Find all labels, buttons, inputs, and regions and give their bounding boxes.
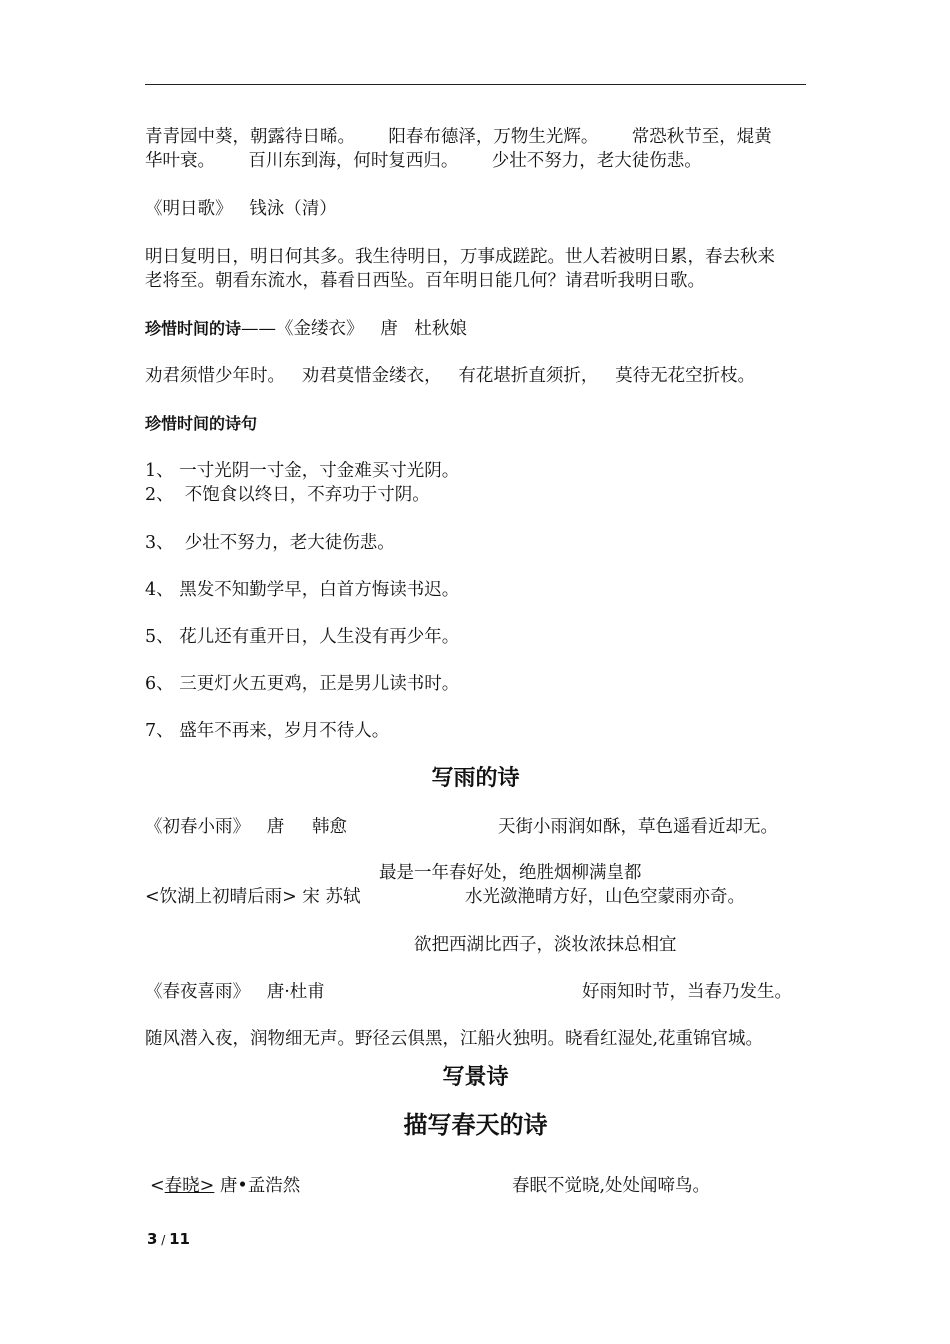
poem-line: 劝君须惜少年时。 劝君莫惜金缕衣， 有花堪折直须折， 莫待无花空折枝。 bbox=[145, 366, 756, 386]
poem-title: 《明日歌》 钱泳（清） bbox=[145, 199, 337, 219]
poem-line: 天街小雨润如酥，草色遥看近却无。 bbox=[498, 817, 778, 837]
poem-title bbox=[150, 1174, 300, 1198]
page-indicator bbox=[147, 1230, 190, 1248]
list-item: 7、 盛年不再来，岁月不待人。 bbox=[145, 721, 390, 741]
list-item: 4、 黑发不知勤学早，白首方悔读书迟。 bbox=[145, 580, 460, 600]
poem-title: <饮湖上初晴后雨> 宋 苏轼 bbox=[145, 887, 361, 907]
section-heading: 写雨的诗 bbox=[431, 766, 520, 791]
poem-line: 好雨知时节，当春乃发生。 bbox=[582, 982, 792, 1002]
poem-line: 最是一年春好处，绝胜烟柳满皇都 bbox=[379, 863, 642, 883]
poem-line: 欲把西湖比西子，淡妆浓抹总相宜 bbox=[414, 935, 677, 955]
poem-line: 随风潜入夜，润物细无声。野径云俱黑，江船火独明。晓看红湿处,花重锦官城。 bbox=[145, 1029, 764, 1049]
poem-line: 春眠不觉晓,处处闻啼鸟。 bbox=[512, 1176, 711, 1196]
section-title bbox=[145, 317, 467, 341]
poem-title-link: 春晓> bbox=[164, 1176, 215, 1196]
page-separator: / bbox=[157, 1233, 170, 1247]
section-heading: 描写春天的诗 bbox=[403, 1111, 548, 1139]
list-item: 3、 少壮不努力，老大徒伤悲。 bbox=[145, 533, 395, 553]
section-heading: 写景诗 bbox=[442, 1065, 509, 1090]
poem-line: 明日复明日，明日何其多。我生待明日，万事成蹉跎。世人若被明日累，春去秋来 bbox=[145, 247, 775, 267]
page-total: 11 bbox=[169, 1230, 190, 1248]
list-item: 6、 三更灯火五更鸡，正是男儿读书时。 bbox=[145, 674, 460, 694]
poem-line: 青青园中葵，朝露待日晞。 阳春布德泽，万物生光辉。 常恐秋节至，焜黄 bbox=[145, 127, 772, 147]
section-title: 珍惜时间的诗句 bbox=[145, 414, 258, 433]
poem-title: 《春夜喜雨》 唐·杜甫 bbox=[145, 982, 325, 1002]
section-title-rest: ——《金缕衣》 唐 杜秋娘 bbox=[241, 319, 467, 339]
list-item: 1、 一寸光阴一寸金，寸金难买寸光阴。 bbox=[145, 461, 460, 481]
poem-title-prefix: < bbox=[150, 1176, 165, 1196]
list-item: 2、 不饱食以终日，不弃功于寸阴。 bbox=[145, 485, 430, 505]
page-number: 3 bbox=[147, 1230, 158, 1248]
poem-author: 唐•孟浩然 bbox=[214, 1176, 301, 1196]
list-item: 5、 花儿还有重开日，人生没有再少年。 bbox=[145, 627, 460, 647]
section-title-bold: 珍惜时间的诗 bbox=[145, 319, 242, 338]
poem-line: 水光潋滟晴方好，山色空蒙雨亦奇。 bbox=[465, 887, 745, 907]
header-rule bbox=[145, 84, 806, 85]
poem-title: 《初春小雨》 唐 韩愈 bbox=[145, 817, 348, 837]
poem-line: 老将至。朝看东流水，暮看日西坠。百年明日能几何？请君听我明日歌。 bbox=[145, 271, 705, 291]
poem-line: 华叶衰。 百川东到海，何时复西归。 少壮不努力，老大徒伤悲。 bbox=[145, 151, 702, 171]
